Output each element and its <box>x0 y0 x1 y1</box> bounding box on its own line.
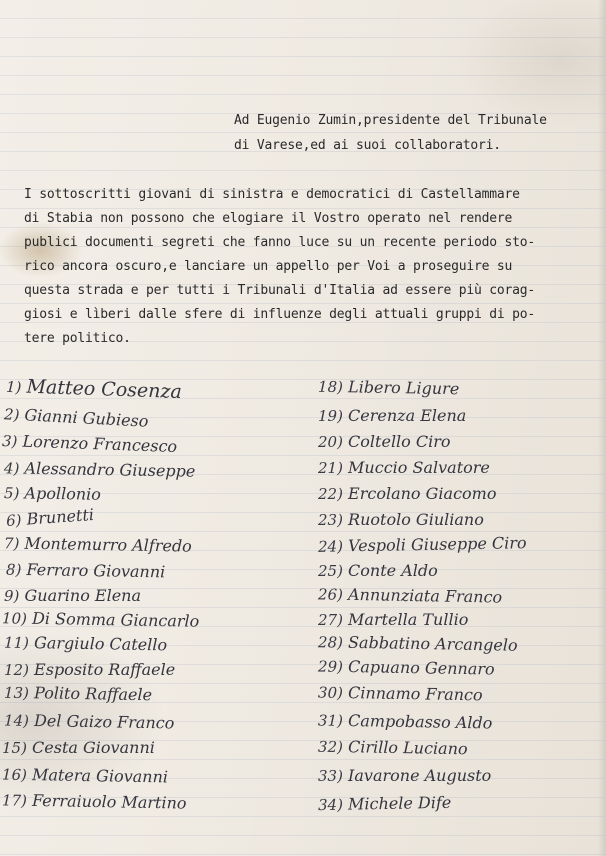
signature-number: 25) <box>318 562 343 580</box>
signature-name: Campobasso Aldo <box>347 711 493 733</box>
body-line: publici documenti segreti che fanno luce su un recente periodo sto- <box>24 235 535 250</box>
signature-number: 26) <box>317 585 344 604</box>
signature-name: Matteo Cosenza <box>26 375 183 404</box>
signature-row <box>318 458 490 477</box>
signature-number: 31) <box>317 711 344 730</box>
signature-row <box>5 505 94 530</box>
signature-name: Michele Dife <box>347 792 452 814</box>
signature-number: 10) <box>1 609 28 628</box>
signature-number: 23) <box>318 511 343 529</box>
addressee-line-2: di Varese,ed ai suoi collaboratori. <box>234 138 501 153</box>
body-line: rico ancora oscuro,e lanciare un appello per Voi a proseguire su <box>24 259 513 274</box>
signature-row <box>318 737 468 759</box>
body-line: I sottoscritti giovani di sinistra e democratici di Castellammare <box>24 187 520 202</box>
signature-number: 13) <box>3 683 30 703</box>
signature-name: Cirillo Luciano <box>347 737 468 759</box>
letter-body <box>24 183 594 351</box>
signature-name: Brunetti <box>25 504 95 529</box>
signature-row <box>318 632 518 654</box>
signature-name: Di Somma Giancarlo <box>31 608 200 631</box>
addressee-line-1: Ad Eugenio Zumin,presidente del Tribunale <box>234 113 547 128</box>
signature-row <box>318 561 438 580</box>
signature-name: Ferraiuolo Martino <box>31 790 187 813</box>
signature-name: Cerenza Elena <box>348 406 467 425</box>
signature-row <box>2 608 200 630</box>
signature-row <box>4 683 152 705</box>
signature-row <box>2 765 168 787</box>
signature-name: Libero Ligure <box>347 377 460 399</box>
signature-number: 7) <box>3 534 20 553</box>
signature-number: 6) <box>5 511 23 531</box>
signature-number: 19) <box>318 407 343 425</box>
signature-name: Ferraro Giovanni <box>26 559 166 582</box>
signature-row <box>6 375 182 403</box>
signature-row <box>4 586 141 605</box>
signature-row <box>318 533 527 556</box>
signature-name: Cesta Giovanni <box>32 738 155 757</box>
signature-number: 2) <box>3 405 20 425</box>
signature-name: Iavarone Augusto <box>348 766 492 785</box>
signature-name: Montemurro Alfredo <box>24 533 192 556</box>
page-edge <box>598 0 606 856</box>
signature-number: 3) <box>1 431 18 451</box>
body-line: di Stabia non possono che elogiare il Vostro operato nel rendere <box>24 211 513 226</box>
signature-number: 15) <box>2 739 27 757</box>
signature-number: 4) <box>3 459 20 478</box>
signature-name: Apollonio <box>24 483 102 504</box>
signature-name: Conte Aldo <box>348 561 438 580</box>
signature-name: Capuano Gennaro <box>347 656 495 679</box>
signature-number: 12) <box>4 661 29 679</box>
signature-name: Coltello Ciro <box>348 432 451 451</box>
signature-name: Vespoli Giuseppe Ciro <box>347 533 527 556</box>
signature-number: 9) <box>4 587 20 605</box>
signature-row <box>4 458 196 480</box>
signature-number: 17) <box>1 791 28 810</box>
signature-name: Muccio Salvatore <box>348 458 490 477</box>
signature-number: 20) <box>318 433 343 451</box>
signature-row <box>2 431 178 456</box>
signature-number: 18) <box>317 377 344 397</box>
signature-row <box>318 484 496 503</box>
signature-row <box>4 483 101 504</box>
signature-number: 11) <box>3 633 30 653</box>
signature-row <box>4 660 175 679</box>
signature-name: Martella Tullio <box>348 610 469 629</box>
signature-number: 29) <box>317 657 344 676</box>
signature-row <box>4 404 149 431</box>
signature-row <box>4 711 175 733</box>
signature-name: Annunziata Franco <box>347 584 503 607</box>
signature-row <box>2 738 155 757</box>
signature-number: 8) <box>5 560 22 579</box>
signature-row <box>2 790 187 812</box>
signature-row <box>318 377 460 398</box>
signature-row <box>318 710 493 732</box>
signature-row <box>4 633 167 655</box>
signature-number: 30) <box>317 683 344 702</box>
signature-row <box>318 683 483 705</box>
signature-row <box>318 510 484 529</box>
signature-number: 5) <box>3 484 20 503</box>
signature-row <box>318 584 502 606</box>
signature-row <box>318 610 468 629</box>
signature-number: 24) <box>317 537 344 556</box>
signature-number: 14) <box>3 711 30 730</box>
signature-name: Matera Giovanni <box>31 765 169 787</box>
signature-number: 1) <box>5 377 22 397</box>
body-line: giosi e lìberi dalle sfere di influenze degli attuali gruppi di po- <box>24 307 535 322</box>
signature-number: 21) <box>318 459 343 477</box>
signature-name: Sabbatino Arcangelo <box>347 632 518 655</box>
signature-name: Esposito Raffaele <box>34 660 176 679</box>
signature-row <box>4 533 192 555</box>
signature-name: Del Gaizo Franco <box>33 711 175 733</box>
signature-row <box>318 766 491 785</box>
signature-number: 28) <box>317 633 344 652</box>
signature-name: Ruotolo Giuliano <box>348 510 484 529</box>
signature-name: Gianni Gubieso <box>24 405 149 431</box>
signature-name: Polito Raffaele <box>33 683 153 705</box>
addressee-block <box>234 108 564 158</box>
signature-name: Ercolano Giacomo <box>348 484 497 503</box>
signature-name: Lorenzo Francesco <box>22 431 178 457</box>
signature-row <box>318 432 451 451</box>
signature-row <box>318 656 495 678</box>
signature-name: Gargiulo Catello <box>33 633 168 655</box>
signature-name: Cinnamo Franco <box>347 683 483 705</box>
signature-number: 32) <box>317 737 344 757</box>
signature-row <box>318 406 466 425</box>
signature-name: Guarino Elena <box>24 586 142 605</box>
signature-number: 16) <box>1 765 28 784</box>
signature-number: 34) <box>317 795 344 815</box>
body-line: questa strada e per tutti i Tribunali d'Italia ad essere più corag- <box>24 283 535 298</box>
body-line: tere politico. <box>24 331 131 346</box>
signature-number: 27) <box>318 611 343 629</box>
signature-row <box>6 560 166 582</box>
signature-number: 33) <box>318 767 343 785</box>
signature-row <box>318 793 452 814</box>
signature-name: Alessandro Giuseppe <box>24 458 196 481</box>
signature-number: 22) <box>318 485 343 503</box>
